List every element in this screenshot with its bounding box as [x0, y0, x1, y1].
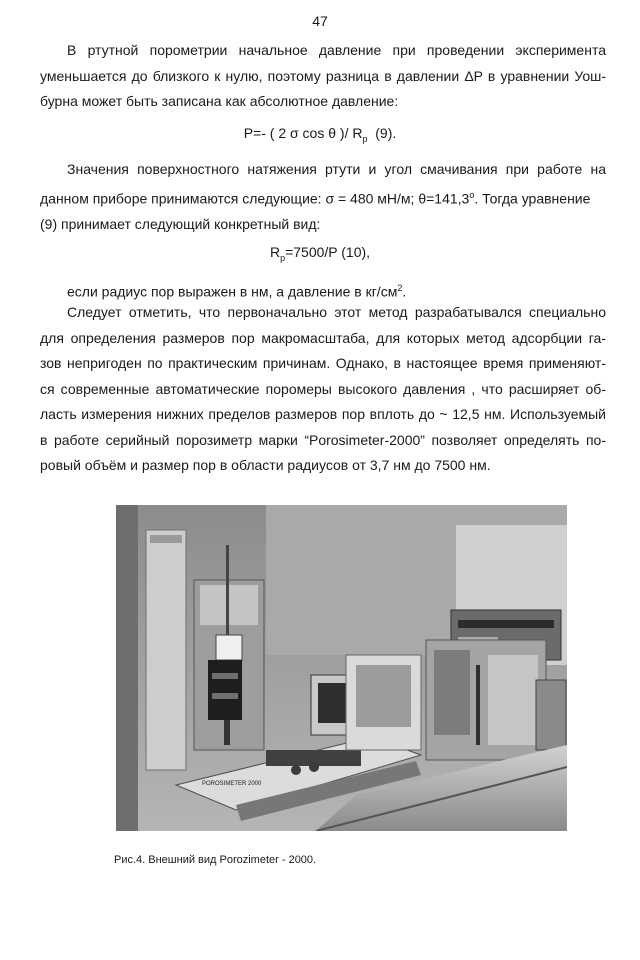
equation-10	[0, 244, 640, 263]
figure-caption: Рис.4. Внешний вид Porozimeter - 2000.	[114, 854, 317, 866]
paragraph-1	[40, 38, 606, 115]
photo-instrument-label: POROSIMETER 2000	[202, 781, 262, 787]
equation-9	[0, 125, 640, 144]
equation-subscript: p	[280, 252, 286, 263]
text-line: Значения поверхностного натяжения ртути и угол смачивания при работе на	[67, 161, 606, 177]
text-line: в работе серийный порозиметр марки “Porosimeter-2000” позволяет определять по-	[40, 431, 606, 448]
page-number: 47	[312, 13, 328, 29]
equation-text: R	[269, 244, 281, 260]
text-line: бурна может быть записана как абсолютное давление:	[40, 93, 399, 109]
equation-subscript: p	[362, 133, 368, 144]
units-sup: 2	[397, 283, 403, 293]
values-text: данном приборе принимаются следующие: σ = 480 мН/м; θ=141,3	[40, 190, 470, 207]
text-line: Следует отметить, что первоначально этот метод разрабатывался специально	[67, 304, 606, 320]
degree-sup: o	[469, 189, 475, 200]
porosimeter-photo	[116, 505, 567, 831]
text-line: ласть измерения нижних пределов размеров пор вплоть до ~ 12,5 нм. Используемый	[40, 406, 606, 422]
text-line: (9) принимает следующий конкретный вид:	[40, 215, 321, 232]
text-line: уменьшается до близкого к нулю, поэтому разница в давлении ΔP в уравнении Уош-	[40, 67, 606, 84]
units-text: если радиус пор выражен в нм, а давление в кг/см	[67, 283, 398, 300]
text-line: В ртутной порометрии начальное давление при проведении эксперимента	[67, 42, 606, 58]
values-tail: . Тогда уравнение	[474, 190, 591, 207]
equation-number: =7500/P (10),	[285, 244, 371, 260]
text-line	[40, 183, 606, 212]
text-line: ровый объём и размер пор в области радиусов от 3,7 нм до 7500 нм.	[40, 457, 491, 473]
text-line: ся современные автоматические поромеры высокого давления , что расширяет об-	[40, 380, 606, 397]
text-line: зов непригоден по практическим причинам. Однако, в настоящее время применяют-	[40, 355, 606, 371]
text-line: для определения размеров пор макромасштаба, для которых метод адсорбции га-	[40, 329, 606, 346]
units-tail: .	[402, 283, 407, 300]
paragraph-3	[40, 300, 606, 479]
porosimeter-photo-image	[116, 505, 567, 831]
paragraph-2	[40, 157, 606, 237]
equation-text: P=- ( 2 σ cos θ )/ R	[243, 125, 363, 141]
equation-number: (9).	[375, 125, 397, 141]
